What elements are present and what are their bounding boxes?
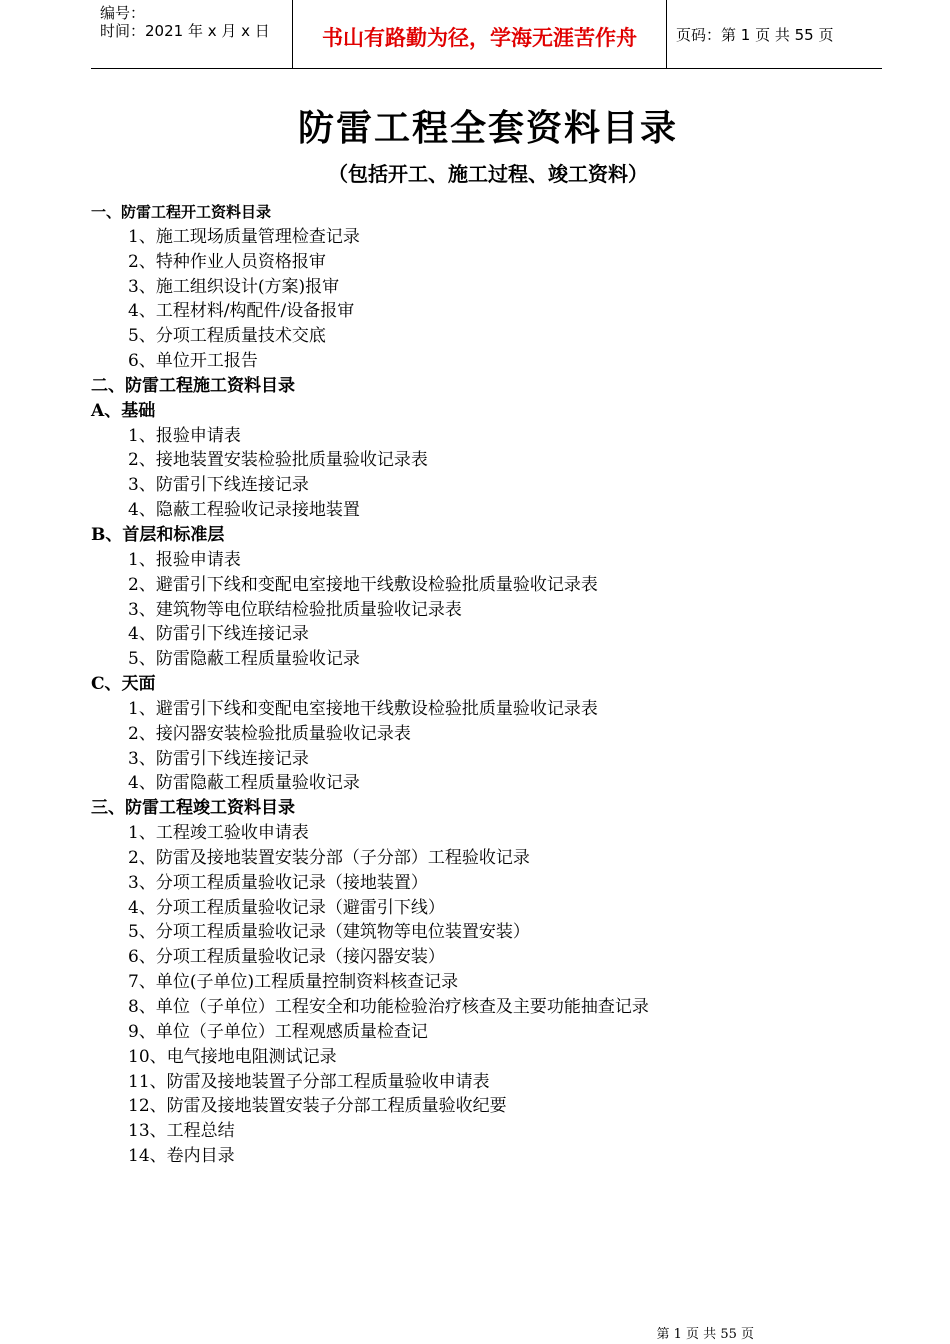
- list-item: 2、接地装置安装检验批质量验收记录表: [128, 450, 428, 471]
- document-number-label: 编号：: [100, 4, 146, 22]
- table-of-contents: [0, 200, 950, 1169]
- header-info-cell: [91, 0, 292, 68]
- list-item: 4、防雷引下线连接记录: [128, 624, 309, 645]
- list-item: 4、防雷隐蔽工程质量验收记录: [128, 773, 360, 794]
- list-item: 6、分项工程质量验收记录（接闪器安装）: [128, 947, 445, 968]
- list-item: 1、报验申请表: [128, 425, 241, 446]
- list-item: 3、防雷引下线连接记录: [128, 748, 309, 769]
- list-item: 1、报验申请表: [128, 549, 241, 570]
- header-page-cell: [666, 0, 882, 68]
- list-item: 1、工程竣工验收申请表: [128, 823, 309, 844]
- page-subtitle: （包括开工、施工过程、竣工资料）: [328, 162, 648, 186]
- list-item: 5、防雷隐蔽工程质量验收记录: [128, 649, 360, 670]
- list-item: 2、接闪器安装检验批质量验收记录表: [128, 723, 411, 744]
- list-item: 2、防雷及接地装置安装分部（子分部）工程验收记录: [128, 847, 530, 868]
- list-item: 11、防雷及接地装置子分部工程质量验收申请表: [128, 1071, 490, 1092]
- list-item: 2、特种作业人员资格报审: [128, 251, 326, 272]
- section-heading-construction: 二、防雷工程施工资料目录: [91, 375, 295, 396]
- page-header: [91, 0, 882, 69]
- document-date-label: 时间：2021 年 x 月 x 日: [100, 22, 270, 40]
- list-item: 14、卷内目录: [128, 1146, 235, 1167]
- header-motto: 书山有路勤为径，学海无涯苦作舟: [322, 26, 637, 50]
- list-item: 3、建筑物等电位联结检验批质量验收记录表: [128, 599, 462, 620]
- list-item: 4、隐蔽工程验收记录接地装置: [128, 500, 360, 521]
- list-item: 3、施工组织设计(方案)报审: [128, 276, 340, 297]
- subsection-heading-roof: C、天面: [91, 674, 156, 695]
- list-item: 6、单位开工报告: [128, 351, 258, 372]
- list-item: 4、工程材料/构配件/设备报审: [128, 301, 355, 322]
- section-heading-startup: 一、防雷工程开工资料目录: [91, 203, 272, 221]
- list-item: 10、电气接地电阻测试记录: [128, 1046, 337, 1067]
- list-item: 5、分项工程质量技术交底: [128, 326, 326, 347]
- list-item: 12、防雷及接地装置安装子分部工程质量验收纪要: [128, 1096, 507, 1117]
- section-heading-completion: 三、防雷工程竣工资料目录: [91, 798, 295, 819]
- list-item: 5、分项工程质量验收记录（建筑物等电位装置安装）: [128, 922, 530, 943]
- header-motto-cell: [292, 0, 667, 68]
- header-page-number: 页码：第 1 页 共 55 页: [676, 26, 834, 44]
- list-item: 3、防雷引下线连接记录: [128, 475, 309, 496]
- list-item: 2、避雷引下线和变配电室接地干线敷设检验批质量验收记录表: [128, 574, 598, 595]
- list-item: 3、分项工程质量验收记录（接地装置）: [128, 872, 428, 893]
- subsection-heading-floors: B、首层和标准层: [91, 524, 225, 545]
- list-item: 7、单位(子单位)工程质量控制资料核查记录: [128, 972, 459, 993]
- page-footer: 第 1 页 共 55 页: [656, 1327, 754, 1342]
- list-item: 13、工程总结: [128, 1121, 235, 1142]
- list-item: 4、分项工程质量验收记录（避雷引下线）: [128, 897, 445, 918]
- subsection-heading-foundation: A、基础: [91, 400, 156, 421]
- page-title: 防雷工程全套资料目录: [297, 107, 678, 149]
- list-item: 1、避雷引下线和变配电室接地干线敷设检验批质量验收记录表: [128, 698, 598, 719]
- list-item: 8、单位（子单位）工程安全和功能检验治疗核查及主要功能抽查记录: [128, 997, 649, 1017]
- list-item: 9、单位（子单位）工程观感质量检查记: [128, 1021, 428, 1042]
- list-item: 1、施工现场质量管理检查记录: [128, 226, 360, 247]
